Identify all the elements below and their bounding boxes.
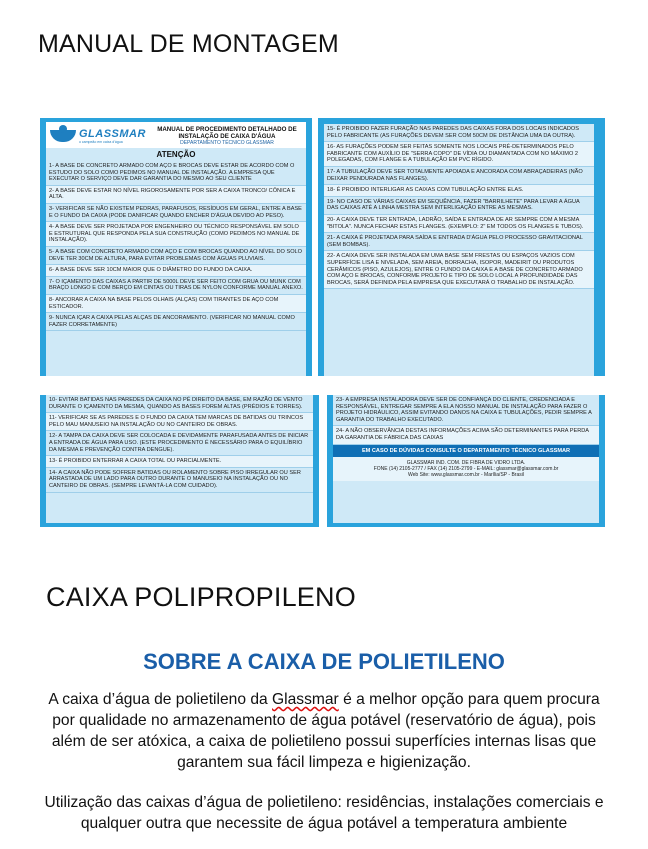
para1-text-start: A caixa d’água de polietileno da — [48, 691, 273, 708]
section-title: CAIXA POLIPROPILENO — [46, 582, 356, 612]
instruction-list-right-top — [324, 124, 594, 289]
instruction-item: 14- A CAIXA NÃO PODE SOFRER BATIDAS OU ROLAMENTO SOBRE PISO IRREGULAR OU SER ARRASTADA DE UM LADO PARA OUTRO DURANTE O MANUSEIO NA INSTALAÇÃO OU NO CANTEIRO DE OBRAS. (SEMPRE LEVANTÁ-LA COM CUIDADO). — [46, 468, 313, 493]
instruction-item: 7- O IÇAMENTO DAS CAIXAS A PARTIR DE 5000L DEVE SER FEITO COM GRUA OU MUNK COM BRAÇO LONGO E COM BERÇO EM CINTAS OU TIRAS DE NYLON CONFORME MANUAL ANEXO. — [46, 277, 306, 295]
brand-word: Glassmar — [272, 691, 339, 708]
para1-text-end: é a melhor opção para quem procura por qualidade no armazenamento de água potável (reservatório de água), pois além de ser atóxica, a caixa de polietileno possui superfícies internas lisas que garantem sua fácil limpeza e higienização. — [51, 691, 600, 771]
contact-notice: EM CASO DE DÚVIDAS CONSULTE O DEPARTAMENTO TÉCNICO GLASSMAR — [333, 445, 599, 457]
instruction-item: 20- A CAIXA DEVE TER ENTRADA, LADRÃO, SAÍDA E ENTRADA DE AR SEMPRE COM A MESMA "BITOLA". NUNCA FECHAR ESTAS FLANGES. (EXEMPLO: 2" EM TODOS OS FLANGES E TUBOS). — [324, 215, 594, 233]
manual-scan-top-right — [318, 118, 605, 376]
glassmar-logo-icon — [50, 130, 76, 142]
instruction-item: 9- NUNCA IÇAR A CAIXA PELAS ALÇAS DE ANCORAMENTO. (VERIFICAR NO MANUAL COMO FAZER CORRETAMENTE) — [46, 313, 306, 331]
instruction-item: 18- É PROIBIDO INTERLIGAR AS CAIXAS COM TUBULAÇÃO ENTRE ELAS. — [324, 185, 594, 197]
instruction-item: 5- A BASE COM CONCRETO ARMADO COM AÇO E COM BROCAS QUANDO AO NÍVEL DO SOLO DEVE TER 30CM DE ALTURA, PARA EVITAR PROBLEMAS COM ÁGUAS PLUVIAIS. — [46, 247, 306, 265]
instruction-item: 4- A BASE DEVE SER PROJETADA POR ENGENHEIRO OU TÉCNICO RESPONSÁVEL EM SOLO E ESTRUTURAL QUE RESPONDA PELA SUA CONSTRUÇÃO (COMO PEDIMOS NO MANUAL DE INSTALAÇÃO). — [46, 222, 306, 247]
instruction-item: 12- A TAMPA DA CAIXA DEVE SER COLOCADA E DEVIDAMENTE PARAFUSADA ANTES DE INICIAR A ENTRADA DE ÁGUA PARA USO. (ESTE PROCEDIMENTO É NECESSÁRIO PARA O EQUILÍBRIO DA MESMA E PREVENÇÃO CONTRA DENGUE). — [46, 431, 313, 456]
instruction-item: 22- A CAIXA DEVE SER INSTALADA EM UMA BASE SEM FRESTAS OU ESPAÇOS VAZIOS COM SUPERFÍCIE LISA E NIVELADA, SEM AREIA, BORRACHA, ISOPOR, MADEIRIT OU PRODUTOS CERÂMICOS (PISO, AZULEJOS), ENTRE O FUNDO DA CAIXA E A BASE DE CONCRETO ARMADO COM AÇO E BROCAS, CONFORME PROJETO E TIPO DE SOLO LOCAL A PROFUNDIDADE DAS BROCAS, SERÁ DEFINIDA PELA EMPRESA QUE EXECUTARÁ O TRABALHO DE INSTALAÇÃO. — [324, 251, 594, 289]
section-subtitle: SOBRE A CAIXA DE POLIETILENO — [143, 649, 505, 674]
instruction-list-left-bottom — [46, 395, 313, 493]
company-web: Web Site: www.glassmar.com.br - Marília/SP - Brasil — [408, 471, 524, 478]
attention-heading: ATENÇÃO — [156, 150, 196, 159]
company-info — [333, 457, 599, 482]
instruction-item: 23- A EMPRESA INSTALADORA DEVE SER DE CONFIANÇA DO CLIENTE, CREDENCIADA E RESPONSÁVEL, ENTREGAR SEMPRE A ELA NOSSO MANUAL DE INSTALAÇÃO PARA FAZER O PROJETO HIDRÁULICO, ASSIM EVITANDO DANOS NA CAIXA E TUBULAÇÕES, PEDIR SEMPRE A GARANTIA DO TRABALHO EXECUTADO. — [333, 395, 599, 426]
instruction-item: 21- A CAIXA É PROJETADA PARA SAÍDA E ENTRADA D'ÁGUA PELO PROCESSO GRAVITACIONAL (SEM BOMBAS). — [324, 233, 594, 251]
manual-scan-bottom-right — [327, 395, 605, 527]
usage-paragraph: Utilização das caixas d’água de polietileno: residências, instalações comerciais e qualquer outra que necessite de água potável a temperatura ambiente — [44, 794, 604, 832]
instruction-item: 2- A BASE DEVE ESTAR NO NÍVEL RIGOROSAMENTE POR SER A CAIXA TRONCO/ CÔNICA E ALTA. — [46, 186, 306, 204]
manual-scan-bottom-left — [40, 395, 319, 527]
description-paragraph — [40, 689, 608, 773]
instruction-list-left-top — [46, 161, 306, 331]
company-phone: FONE (14) 2105-2777 / FAX (14) 2105-2799 - E-MAIL: glassmar@glassmar.com.br — [373, 465, 559, 472]
instruction-item: 11- VERIFICAR SE AS PAREDES E O FUNDO DA CAIXA TEM MARCAS DE BATIDAS OU TRINCOS PELO MAU MANUSEIO NA INSTALAÇÃO OU NO CANTEIRO DE OBRAS. — [46, 413, 313, 431]
page-title: MANUAL DE MONTAGEM — [38, 30, 339, 58]
instruction-item: 13- É PROIBIDO ENTERRAR A CAIXA TOTAL OU PARCIALMENTE. — [46, 456, 313, 468]
manual-title: MANUAL DE PROCEDIMENTO DETALHADO DE INSTALAÇÃO DE CAIXA D'ÁGUA — [157, 126, 297, 140]
instruction-item: 6- A BASE DEVE SER 10CM MAIOR QUE O DIÂMETRO DO FUNDO DA CAIXA. — [46, 265, 306, 277]
glassmar-logo — [46, 122, 306, 148]
instruction-item: 16- AS FURAÇÕES PODEM SER FEITAS SOMENTE NOS LOCAIS PRÉ-DETERMINADOS PELO FABRICANTE COM AUXÍLIO DE "SERRA COPO" DE VÍDIA OU DIAMANTADA COM NO MÁXIMO 2 POLEGADAS, COM FLANGE E A TUBULAÇÃO EM PVC RÍGIDO. — [324, 142, 594, 167]
instruction-list-right-bottom — [333, 395, 599, 445]
manual-department: DEPARTAMENTO TÉCNICO GLASSMAR — [180, 140, 274, 146]
company-name: GLASSMAR IND. COM. DE FIBRA DE VIDRO LTDA. — [406, 459, 526, 466]
brand-tagline: o campeão em caixa d'água — [79, 140, 123, 144]
instruction-item: 3- VERIFICAR SE NÃO EXISTEM PEDRAS, PARAFUSOS, RESÍDUOS EM GERAL, ENTRE A BASE E O FUNDO DA CAIXA (PODE DANIFICAR QUANDO ENCHER D'ÁGUA DEVIDO AO PESO). — [46, 204, 306, 222]
instruction-item: 24- A NÃO OBSERVÂNCIA DESTAS INFORMAÇÕES ACIMA SÃO DETERMINANTES PARA PERDA DA GARANTIA DE FÁBRICA DAS CAIXAS — [333, 426, 599, 444]
instruction-item: 1- A BASE DE CONCRETO ARMADO COM AÇO E BROCAS DEVE ESTAR DE ACORDO COM O ESTUDO DO SOLO COMO PEDIMOS NO MANUAL DE INSTALAÇÃO. A EMPRESA QUE EXECUTAR O SERVIÇO DEVE DAR GARANTIA DO MESMO AO SEU CLIENTE — [46, 161, 306, 186]
instruction-item: 17- A TUBULAÇÃO DEVE SER TOTALMENTE APOIADA E ANCORADA COM ABRAÇADEIRAS (NÃO DEIXAR PENDURADA NAS FLANGES). — [324, 167, 594, 185]
instruction-item: 8- ANCORAR A CAIXA NA BASE PELOS OLHAIS (ALÇAS) COM TIRANTES DE AÇO COM ESTICADOR. — [46, 295, 306, 313]
manual-scan-top-left — [40, 118, 312, 376]
instruction-item: 19- NO CASO DE VÁRIAS CAIXAS EM SEQUÊNCIA, FAZER "BARRILHETE" PARA LEVAR A ÁGUA DAS CAIXAS ATÉ A LINHA MESTRA SEM INTERLIGAÇÃO ENTRE AS MESMAS. — [324, 197, 594, 215]
instruction-item: 10- EVITAR BATIDAS NAS PAREDES DA CAIXA NO PÉ DIREITO DA BASE, EM RAZÃO DE VENTO DURANTE O IÇAMENTO DA MESMA, QUANDO AS BASES FOREM ALTAS (PRÉDIOS E TORRES). — [46, 395, 313, 413]
instruction-item: 15- É PROIBIDO FAZER FURAÇÃO NAS PAREDES DAS CAIXAS FORA DOS LOCAIS INDICADOS PELO FABRICANTE (AS FURAÇÕES DEVEM SER COM 50CM DE DISTÂNCIA UMA DA OUTRA). — [324, 124, 594, 142]
brand-name: GLASSMAR — [79, 128, 146, 140]
